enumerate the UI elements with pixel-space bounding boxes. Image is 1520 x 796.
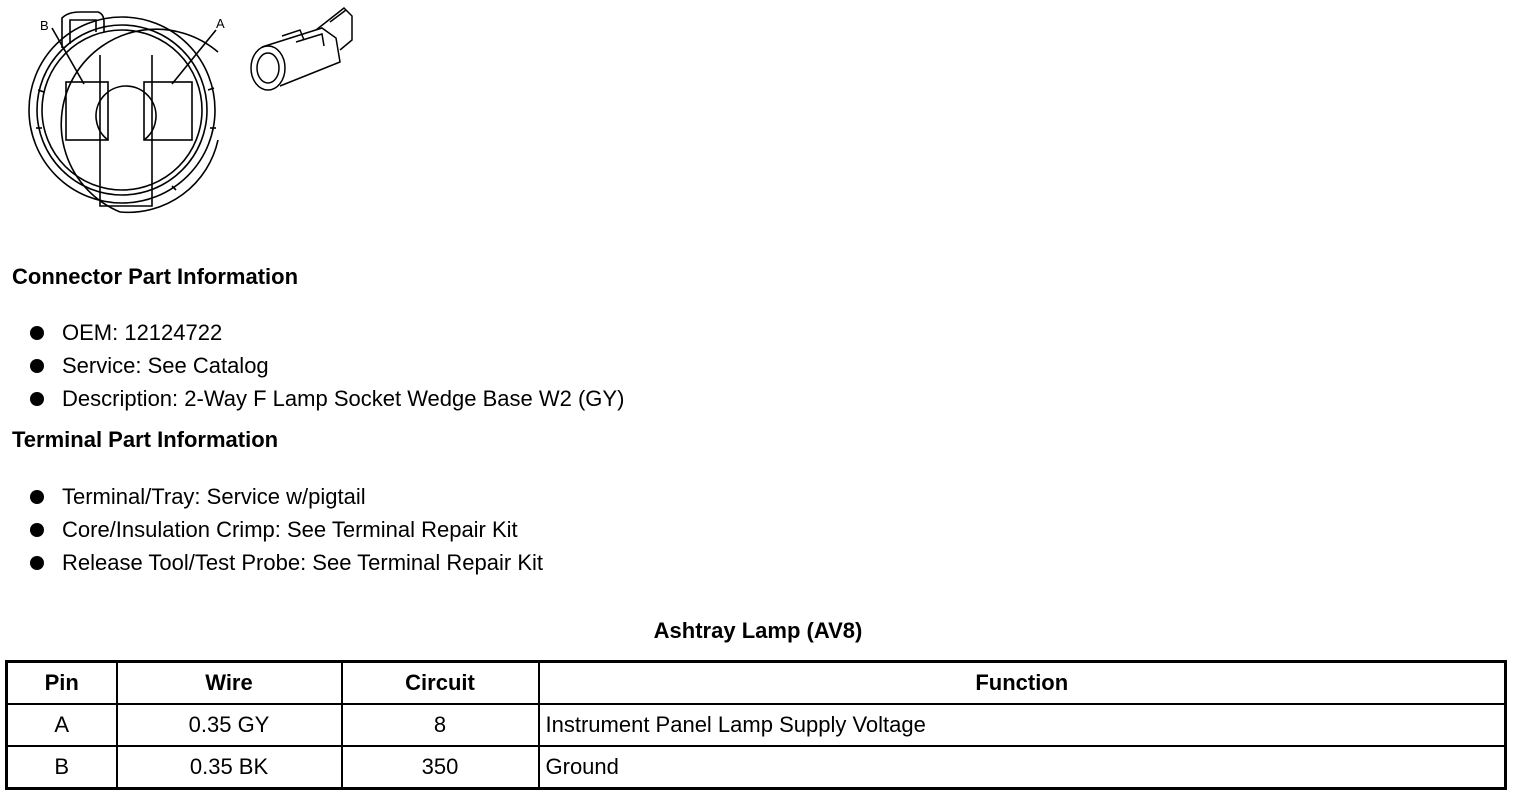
cell-function: Instrument Panel Lamp Supply Voltage: [539, 704, 1506, 746]
bullet-icon: [30, 359, 44, 373]
table-header-row: [7, 662, 1506, 705]
connector-illustration: [0, 0, 380, 225]
column-header-pin: Pin: [7, 662, 117, 705]
list-item-text: Core/Insulation Crimp: See Terminal Repair Kit: [62, 516, 518, 542]
column-header-function: Function: [539, 662, 1506, 705]
cell-circuit: 8: [342, 704, 539, 746]
list-item: [30, 349, 624, 382]
cell-function: Ground: [539, 746, 1506, 789]
column-header-circuit: Circuit: [342, 662, 539, 705]
bullet-icon: [30, 326, 44, 340]
list-item-text: Release Tool/Test Probe: See Terminal Repair Kit: [62, 549, 543, 575]
bullet-icon: [30, 490, 44, 504]
connector-part-list: [30, 316, 624, 415]
list-item-text: Terminal/Tray: Service w/pigtail: [62, 483, 366, 509]
bullet-icon: [30, 392, 44, 406]
list-item: [30, 382, 624, 415]
cell-wire: 0.35 BK: [117, 746, 342, 789]
bullet-icon: [30, 523, 44, 537]
terminal-part-list: [30, 480, 543, 579]
lamp-socket-perspective: [251, 8, 352, 90]
terminal-part-heading: Terminal Part Information: [12, 427, 279, 452]
cell-wire: 0.35 GY: [117, 704, 342, 746]
list-item-text: Service: See Catalog: [62, 352, 269, 378]
connector-part-heading: Connector Part Information: [12, 264, 299, 289]
list-item: [30, 513, 543, 546]
pin-a-label: A: [216, 16, 225, 31]
cell-circuit: 350: [342, 746, 539, 789]
column-header-wire: Wire: [117, 662, 342, 705]
cell-pin: A: [7, 704, 117, 746]
list-item-text: OEM: 12124722: [62, 319, 223, 345]
list-item-text: Description: 2-Way F Lamp Socket Wedge Base W2 (GY): [62, 385, 625, 411]
table-row: [7, 746, 1506, 789]
pin-table-caption: Ashtray Lamp (AV8): [653, 618, 863, 643]
list-item: [30, 316, 624, 349]
pin-table: [5, 660, 1507, 790]
pin-b-label: B: [40, 18, 49, 33]
cell-pin: B: [7, 746, 117, 789]
list-item: [30, 480, 543, 513]
table-row: [7, 704, 1506, 746]
bullet-icon: [30, 556, 44, 570]
list-item: [30, 546, 543, 579]
